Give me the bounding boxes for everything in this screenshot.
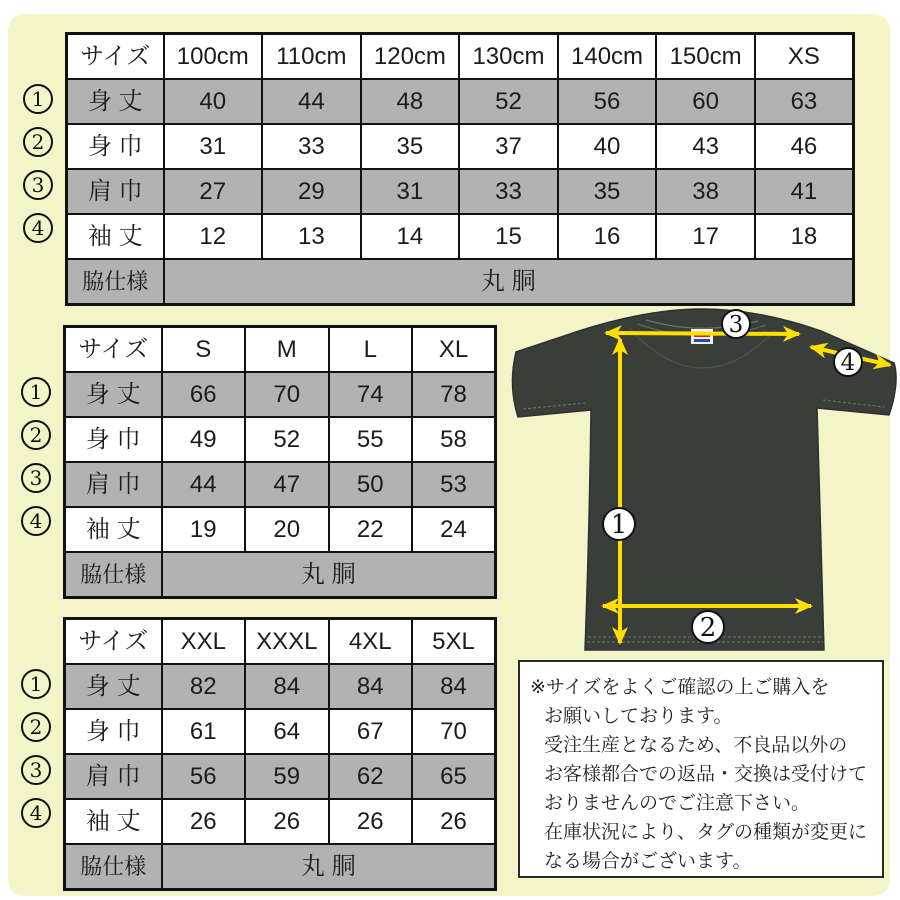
- measurement-cell: 40: [558, 124, 657, 169]
- measurement-cell: 35: [361, 124, 460, 169]
- measurement-cell: 18: [755, 214, 854, 259]
- row-header: 肩 巾: [67, 169, 164, 214]
- column-header: 150cm: [656, 34, 755, 80]
- row-number-badge: 1: [23, 84, 53, 114]
- size-label-header: サイズ: [67, 34, 164, 80]
- marker-4: [834, 348, 862, 376]
- measurement-cell: 82: [162, 664, 246, 709]
- measurement-cell: 44: [262, 79, 361, 124]
- size-label-header: サイズ: [65, 327, 162, 373]
- footer-row: [65, 552, 496, 598]
- table-row: [65, 754, 496, 799]
- measurement-cell: 26: [329, 799, 413, 844]
- row-number-badge: 1: [21, 377, 51, 407]
- footer-row: [65, 844, 496, 890]
- row-number-badge: 1: [21, 669, 51, 699]
- arrow-shoulder-width: [606, 333, 799, 334]
- measurement-cell: 27: [164, 169, 263, 214]
- measurement-cell: 37: [459, 124, 558, 169]
- measurement-cell: 70: [245, 372, 329, 417]
- table-row: [65, 507, 496, 552]
- svg-text:1: 1: [610, 510, 628, 540]
- notice-line: ※サイズをよくご確認の上ご購入を: [530, 677, 830, 698]
- side-spec-cell: 丸 胴: [164, 259, 854, 305]
- measurement-cell: 40: [164, 79, 263, 124]
- column-header: M: [245, 327, 329, 373]
- purchase-notice-box: [518, 660, 884, 878]
- row-number-badge: 4: [21, 506, 51, 536]
- measurement-cell: 56: [558, 79, 657, 124]
- table-row: [65, 664, 496, 709]
- table-row: [65, 709, 496, 754]
- table-row: [65, 372, 496, 417]
- brand-tag-icon: [691, 329, 713, 344]
- row-number-badge: 4: [23, 213, 53, 243]
- svg-text:3: 3: [728, 312, 744, 338]
- row-number-badge: 4: [21, 798, 51, 828]
- row-header: 袖 丈: [65, 799, 162, 844]
- column-header: L: [329, 327, 413, 373]
- measurement-cell: 13: [262, 214, 361, 259]
- row-number-badge: 3: [23, 170, 53, 200]
- side-spec-cell: 丸 胴: [162, 844, 496, 890]
- measurement-cell: 31: [164, 124, 263, 169]
- row-header: 身 丈: [65, 664, 162, 709]
- header-row: [65, 327, 496, 373]
- measurement-cell: 41: [755, 169, 854, 214]
- measurement-cell: 16: [558, 214, 657, 259]
- measurement-cell: 49: [162, 417, 246, 462]
- tshirt-measurement-diagram: [505, 303, 900, 660]
- measurement-cell: 65: [412, 754, 496, 799]
- measurement-cell: 60: [656, 79, 755, 124]
- column-header: 4XL: [329, 619, 413, 665]
- column-header: XS: [755, 34, 854, 80]
- row-header: 袖 丈: [67, 214, 164, 259]
- row-number-badge: 3: [21, 463, 51, 493]
- column-header: S: [162, 327, 246, 373]
- size-label-header: サイズ: [65, 619, 162, 665]
- measurement-cell: 48: [361, 79, 460, 124]
- footer-row: [67, 259, 854, 305]
- measurement-cell: 14: [361, 214, 460, 259]
- column-header: XXL: [162, 619, 246, 665]
- table-row: [65, 462, 496, 507]
- marker-3: [722, 310, 750, 338]
- measurement-cell: 52: [459, 79, 558, 124]
- row-header: 身 巾: [65, 417, 162, 462]
- row-header: 脇仕様: [67, 259, 164, 305]
- column-header: 110cm: [262, 34, 361, 80]
- size-table-big-block: [29, 617, 497, 891]
- header-row: [65, 619, 496, 665]
- measurement-cell: 29: [262, 169, 361, 214]
- measurement-cell: 78: [412, 372, 496, 417]
- size-table-kids-block: [31, 32, 855, 306]
- measurement-cell: 12: [164, 214, 263, 259]
- measurement-cell: 33: [459, 169, 558, 214]
- measurement-cell: 38: [656, 169, 755, 214]
- size-table: [63, 617, 497, 891]
- row-header: 脇仕様: [65, 844, 162, 890]
- row-header: 身 巾: [65, 709, 162, 754]
- measurement-cell: 66: [162, 372, 246, 417]
- notice-line: お客様都合での返品・交換は受付けて: [544, 764, 868, 785]
- table-row: [65, 417, 496, 462]
- measurement-cell: 67: [329, 709, 413, 754]
- measurement-cell: 84: [245, 664, 329, 709]
- measurement-cell: 63: [755, 79, 854, 124]
- measurement-cell: 53: [412, 462, 496, 507]
- measurement-cell: 52: [245, 417, 329, 462]
- column-header: 100cm: [164, 34, 263, 80]
- measurement-cell: 61: [162, 709, 246, 754]
- column-header: 120cm: [361, 34, 460, 80]
- size-table: [65, 32, 855, 306]
- row-number-badge: 2: [21, 420, 51, 450]
- measurement-cell: 24: [412, 507, 496, 552]
- measurement-cell: 70: [412, 709, 496, 754]
- column-header: 130cm: [459, 34, 558, 80]
- row-header: 肩 巾: [65, 462, 162, 507]
- row-number-badge: 2: [23, 127, 53, 157]
- marker-1: [603, 508, 635, 540]
- notice-line: お願いしております。: [544, 706, 733, 727]
- marker-2: [692, 611, 724, 643]
- table-row: [67, 169, 854, 214]
- measurement-cell: 58: [412, 417, 496, 462]
- table-row: [67, 214, 854, 259]
- measurement-cell: 26: [412, 799, 496, 844]
- notice-line: おりませんのでご注意下さい。: [544, 793, 811, 814]
- measurement-cell: 46: [755, 124, 854, 169]
- column-header: XXXL: [245, 619, 329, 665]
- notice-line: 在庫状況により、タグの種類が変更に: [544, 822, 868, 843]
- size-table-adult-block: [29, 325, 497, 599]
- measurement-cell: 55: [329, 417, 413, 462]
- column-header: XL: [412, 327, 496, 373]
- table-row: [67, 124, 854, 169]
- measurement-cell: 43: [656, 124, 755, 169]
- measurement-cell: 31: [361, 169, 460, 214]
- measurement-cell: 20: [245, 507, 329, 552]
- measurement-cell: 33: [262, 124, 361, 169]
- row-header: 脇仕様: [65, 552, 162, 598]
- measurement-cell: 56: [162, 754, 246, 799]
- header-row: [67, 34, 854, 80]
- notice-line: なる場合がございます。: [544, 851, 752, 872]
- column-header: 5XL: [412, 619, 496, 665]
- measurement-cell: 84: [329, 664, 413, 709]
- side-spec-cell: 丸 胴: [162, 552, 496, 598]
- row-header: 身 巾: [67, 124, 164, 169]
- measurement-cell: 50: [329, 462, 413, 507]
- measurement-cell: 47: [245, 462, 329, 507]
- row-header: 身 丈: [65, 372, 162, 417]
- measurement-cell: 84: [412, 664, 496, 709]
- column-header: 140cm: [558, 34, 657, 80]
- row-header: 袖 丈: [65, 507, 162, 552]
- measurement-cell: 17: [656, 214, 755, 259]
- table-row: [67, 79, 854, 124]
- measurement-cell: 22: [329, 507, 413, 552]
- size-table: [63, 325, 497, 599]
- row-header: 身 丈: [67, 79, 164, 124]
- svg-text:4: 4: [840, 350, 856, 376]
- measurement-cell: 74: [329, 372, 413, 417]
- notice-line: 受注生産となるため、不良品以外の: [544, 735, 848, 756]
- measurement-cell: 35: [558, 169, 657, 214]
- measurement-cell: 15: [459, 214, 558, 259]
- row-number-badge: 3: [21, 755, 51, 785]
- measurement-cell: 64: [245, 709, 329, 754]
- measurement-cell: 26: [162, 799, 246, 844]
- measurement-cell: 26: [245, 799, 329, 844]
- measurement-cell: 59: [245, 754, 329, 799]
- row-number-badge: 2: [21, 712, 51, 742]
- measurement-cell: 19: [162, 507, 246, 552]
- table-row: [65, 799, 496, 844]
- svg-text:2: 2: [699, 613, 717, 643]
- row-header: 肩 巾: [65, 754, 162, 799]
- measurement-cell: 62: [329, 754, 413, 799]
- measurement-cell: 44: [162, 462, 246, 507]
